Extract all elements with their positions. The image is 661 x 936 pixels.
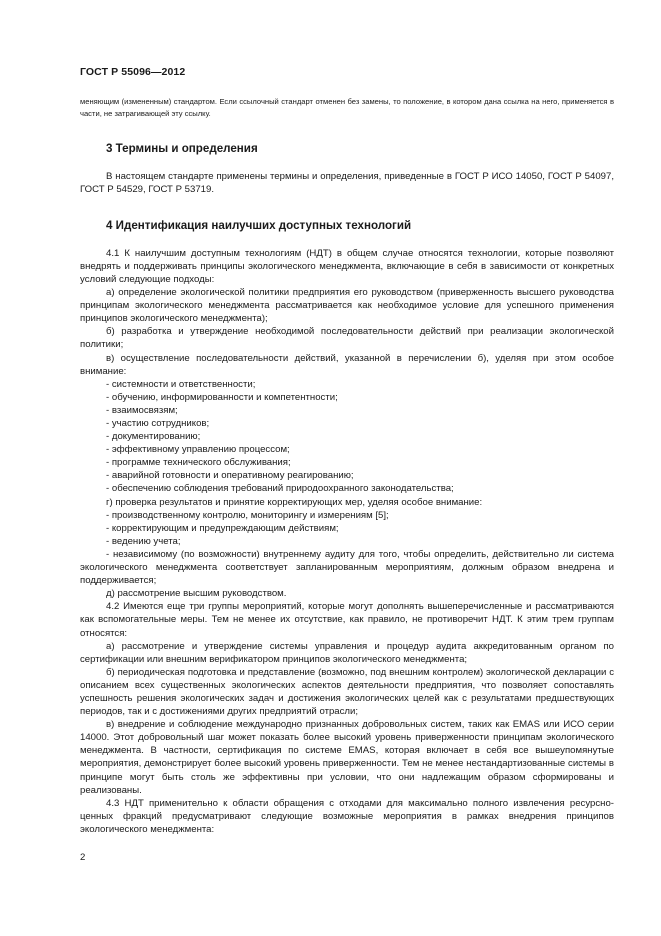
paragraph: 4.3 НДТ применительно к области обращения с отходами для максимально полного извлечения ресурсно-ценных фракций предусматривают следующие возможные мероприятия в рамках внедрения принципов экологического менеджмента: [80, 797, 614, 835]
section-4-body [80, 247, 614, 836]
paragraph: 4.1 К наилучшим доступным технологиям (НДТ) в общем случае относятся технологии, которые позволяют внедрять и поддерживать принципы экологического менеджмента, включающие в себя в зависимости от конкретных условий следующие подходы: [80, 247, 614, 285]
page-content [80, 96, 614, 836]
list-item: - корректирующим и предупреждающим действиям; [106, 522, 339, 534]
paragraph: а) определение экологической политики предприятия его руководством (приверженность высшего руководства принципам экологического менеджмента рассматривается как необходимое условие для успешного применения принципов экологического менеджмента); [80, 287, 614, 325]
section-3-heading: 3 Термины и определения [106, 141, 258, 155]
paragraph: в) осуществление последовательности действий, указанной в перечислении б), уделяя при этом особое внимание: [80, 352, 614, 377]
list-item: - обучению, информированности и компетентности; [106, 391, 338, 403]
paragraph: г) проверка результатов и принятие корректирующих мер, уделяя особое внимание: [106, 496, 483, 508]
list-item: - производственному контролю, мониторингу и измерениям [5]; [106, 509, 389, 521]
paragraph: д) рассмотрение высшим руководством. [106, 588, 287, 600]
list-item: - независимому (по возможности) внутреннему аудиту для того, чтобы определить, действительно ли система экологического менеджмента соответствует запланированным мероприятиям, должным образом внедрена и поддерживается; [80, 548, 614, 587]
paragraph: б) периодическая подготовка и представление (возможно, под внешним контролем) экологической декларации с описанием всех существенных экологических аспектов деятельности предприятия, что позволяет сопоставлять успешность решения экологических задач и достижения экологических целей как с результатами предшествующих периодов, так и с достижениями других предприятий отрасли; [80, 666, 614, 718]
paragraph: в) внедрение и соблюдение международно признанных добровольных систем, таких как EMAS или ИСО серии 14000. Этот добровольный шаг может показать более высокий уровень приверженности принципам экологического менеджмента. В частности, сертификация по системе EMAS, которая включает в себя все вышеупомянутые мероприятия, демонстрирует более высокий уровень приверженности. Тем не менее нестандартизованные системы в принципе могут быть столь же эффективны при условии, что они надлежащим образом сформированы и реализованы. [80, 719, 614, 796]
paragraph: б) разработка и утверждение необходимой последовательности действий при реализации экологической политики; [80, 326, 614, 351]
list-item: - программе технического обслуживания; [106, 457, 291, 469]
paragraph: а) рассмотрение и утверждение системы управления и процедур аудита аккредитованным органом по сертификации или внешним верификатором принципов экологического менеджмента; [80, 640, 614, 665]
list-item: - участию сотрудников; [106, 418, 210, 429]
section-3-text: В настоящем стандарте применены термины и определения, приведенные в ГОСТ Р ИСО 14050, ГОСТ Р 54097, ГОСТ Р 54529, ГОСТ Р 53719. [80, 170, 614, 195]
continuation-text: меняющим (измененным) стандартом. Если ссылочный стандарт отменен без замены, то положение, в котором дана ссылка на него, применяется в части, не затрагивающей эту ссылку. [80, 97, 614, 118]
page-number: 2 [80, 852, 86, 863]
list-item: - ведению учета; [106, 535, 181, 547]
list-item: - аварийной готовности и оперативному реагированию; [106, 470, 354, 482]
list-item: - документированию; [106, 431, 201, 443]
paragraph: 4.2 Имеются еще три группы мероприятий, которые могут дополнять вышеперечисленные и рассматриваются как вспомогательные меры. Тем не менее их отсутствие, как правило, не противоречит НДТ. К этим трем группам относятся: [80, 601, 614, 639]
list-item: - обеспечению соблюдения требований природоохранного законодательства; [106, 483, 454, 495]
section-4-heading: 4 Идентификация наилучших доступных технологий [106, 218, 412, 232]
list-item: - системности и ответственности; [106, 378, 256, 390]
standard-header: ГОСТ Р 55096—2012 [80, 66, 186, 78]
list-item: - эффективному управлению процессом; [106, 444, 290, 456]
list-item: - взаимосвязям; [106, 404, 178, 416]
